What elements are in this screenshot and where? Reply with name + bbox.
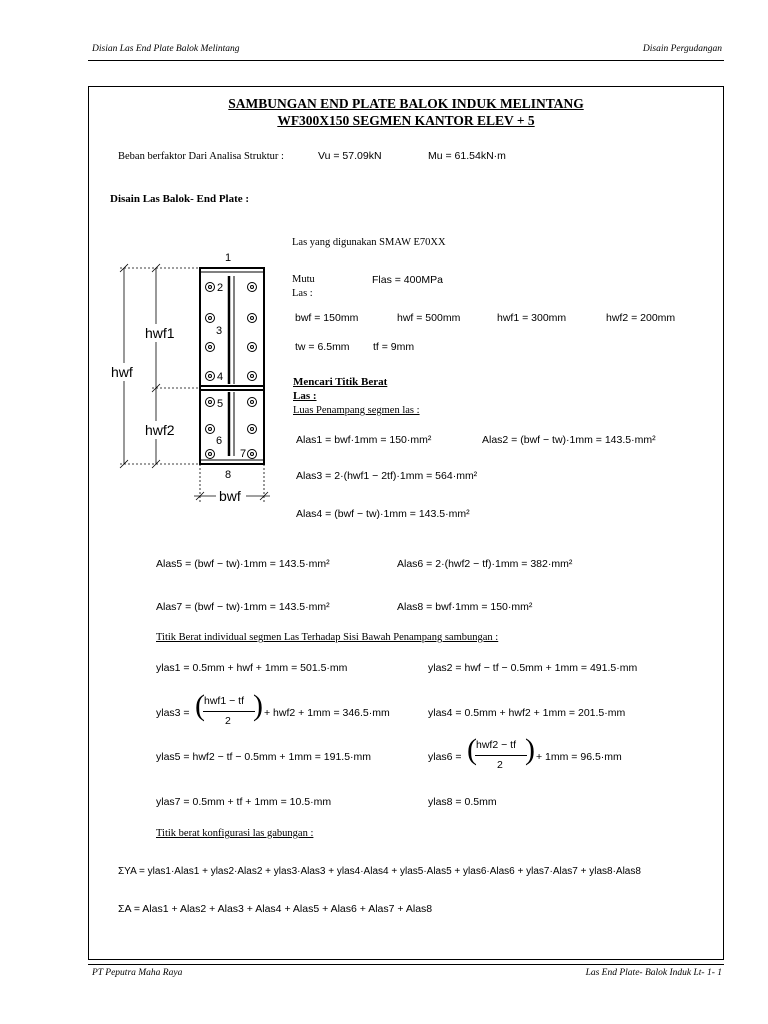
centroid-5: ylas5 = hwf2 − tf − 0.5mm + 1mm = 191.5·mm xyxy=(156,751,372,763)
area-3: Alas3 = 2·(hwf1 − 2tf)·1mm = 564·mm² xyxy=(296,470,478,482)
vu-value: Vu = 57.09kN xyxy=(318,150,382,162)
sum-ya: ΣYA = ylas1·Alas1 + ylas2·Alas2 + ylas3·Alas3 + ylas4·Alas4 + ylas5·Alas5 + ylas6·Alas6 + ylas7·Alas7 + ylas8·Alas8 xyxy=(118,866,641,877)
area-7: Alas7 = (bwf − tw)·1mm = 143.5·mm² xyxy=(156,601,330,613)
centroid-6-close-paren: ) xyxy=(525,733,535,766)
hwf1-label: hwf1 xyxy=(145,325,175,341)
label-8: 8 xyxy=(225,469,232,481)
centroid-6-lhs: ylas6 = xyxy=(428,751,462,763)
bwf-value: bwf = 150mm xyxy=(295,312,359,324)
area-5: Alas5 = (bwf − tw)·1mm = 143.5·mm² xyxy=(156,558,330,570)
centroid-6-fraction-bar xyxy=(475,755,527,756)
section-title: Disain Las Balok- End Plate : xyxy=(110,193,250,205)
centroid-4: ylas4 = 0.5mm + hwf2 + 1mm = 201.5·mm xyxy=(428,707,626,719)
header-left: Disian Las End Plate Balok Melintang xyxy=(92,44,240,54)
area-8: Alas8 = bwf·1mm = 150·mm² xyxy=(397,601,533,613)
tf-value: tf = 9mm xyxy=(373,341,415,353)
centroid-6-rhs: + 1mm = 96.5·mm xyxy=(536,751,622,763)
individual-heading: Titik Berat individual segmen Las Terhadap Sisi Bawah Penampang sambungan : xyxy=(156,632,499,643)
title-line-1: SAMBUNGAN END PLATE BALOK INDUK MELINTANG xyxy=(228,96,584,111)
las-label: Las : xyxy=(292,288,313,299)
bwf-label: bwf xyxy=(219,488,241,504)
hwf1-value: hwf1 = 300mm xyxy=(497,312,567,324)
footer-right: Las End Plate- Balok Induk Lt- 1- 1 xyxy=(585,968,722,978)
centroid-3-rhs: + hwf2 + 1mm = 346.5·mm xyxy=(264,707,390,719)
section-outline xyxy=(200,268,264,464)
centroid-6-den: 2 xyxy=(497,759,503,771)
label-2: 2 xyxy=(217,282,224,294)
centroid-2: ylas2 = hwf − tf − 0.5mm + 1mm = 491.5·mm xyxy=(428,662,638,674)
mutu-label: Mutu xyxy=(292,274,315,285)
footer-left: PT Peputra Maha Raya xyxy=(92,968,183,978)
mu-value: Mu = 61.54kN·m xyxy=(428,150,506,162)
combined-heading: Titik berat konfigurasi las gabungan : xyxy=(156,828,314,839)
centroid-8: ylas8 = 0.5mm xyxy=(428,796,497,808)
area-4: Alas4 = (bwf − tw)·1mm = 143.5·mm² xyxy=(296,508,470,520)
centroid-6-num: hwf2 − tf xyxy=(476,739,516,751)
centroid-heading: Mencari Titik Berat xyxy=(293,376,388,388)
area-1: Alas1 = bwf·1mm = 150·mm² xyxy=(296,434,432,446)
centroid-6-open-paren: ( xyxy=(467,733,477,766)
centroid-3-open-paren: ( xyxy=(195,689,205,722)
label-1: 1 xyxy=(225,252,232,264)
area-2: Alas2 = (bwf − tw)·1mm = 143.5·mm² xyxy=(482,434,656,446)
header-right: Disain Pergudangan xyxy=(642,44,722,54)
flas-value: Flas = 400MPa xyxy=(372,274,443,286)
bolt-holes xyxy=(206,283,257,459)
sum-a: ΣA = Alas1 + Alas2 + Alas3 + Alas4 + Alas5 + Alas6 + Alas7 + Alas8 xyxy=(118,903,433,915)
centroid-3-fraction-bar xyxy=(203,711,255,712)
hwf-label: hwf xyxy=(111,364,133,380)
las-heading: Las : xyxy=(293,390,317,402)
centroid-7: ylas7 = 0.5mm + tf + 1mm = 10.5·mm xyxy=(156,796,332,808)
title-line-2: WF300X150 SEGMEN KANTOR ELEV + 5 xyxy=(277,113,535,128)
centroid-3-num: hwf1 − tf xyxy=(204,695,244,707)
header-rule xyxy=(88,60,724,61)
hwf-value: hwf = 500mm xyxy=(397,312,461,324)
dimension-lines xyxy=(120,264,270,502)
centroid-1: ylas1 = 0.5mm + hwf + 1mm = 501.5·mm xyxy=(156,662,348,674)
weld-diagram xyxy=(100,250,280,510)
tw-value: tw = 6.5mm xyxy=(295,341,350,353)
centroid-3-close-paren: ) xyxy=(253,689,263,722)
label-5: 5 xyxy=(217,398,224,410)
label-7: 7 xyxy=(240,448,247,460)
label-3: 3 xyxy=(216,325,223,337)
hwf2-label: hwf2 xyxy=(145,422,175,438)
weld-type: Las yang digunakan SMAW E70XX xyxy=(292,237,446,248)
hwf2-value: hwf2 = 200mm xyxy=(606,312,676,324)
loads-label: Beban berfaktor Dari Analisa Struktur : xyxy=(118,151,284,162)
centroid-3-den: 2 xyxy=(225,715,231,727)
area-6: Alas6 = 2·(hwf2 − tf)·1mm = 382·mm² xyxy=(397,558,573,570)
area-heading: Luas Penampang segmen las : xyxy=(293,405,420,416)
footer-rule xyxy=(88,964,724,965)
label-6: 6 xyxy=(216,435,223,447)
label-4: 4 xyxy=(217,371,224,383)
centroid-3-lhs: ylas3 = xyxy=(156,707,190,719)
